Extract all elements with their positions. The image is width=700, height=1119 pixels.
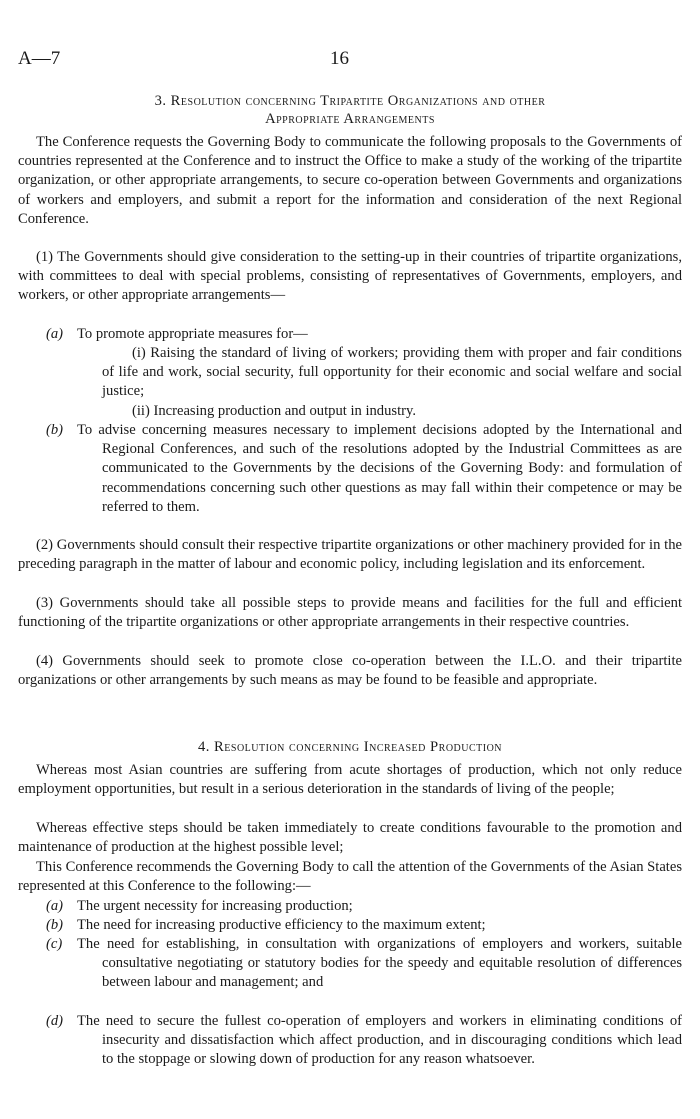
s4-item-c-label: (c) — [46, 936, 63, 952]
section3-intro: The Conference requests the Governing Body to communicate the following proposals to the Governments of countries represented at the Conference and to instruct the Office to make a study of the working of the tripartite organization, or other appropriate arrangements, to secure co-operation between Governments and organizations of workers and employers, and submit a report for the information and consideration of the next Regional Conference. — [18, 134, 682, 227]
item-a-text: To promote appropriate measures for— — [77, 326, 308, 342]
item-a-label: (a) — [46, 326, 64, 342]
section3-paragraph-2: (2) Governments should consult their respective tripartite organizations or other machinery provided for in the preceding paragraph in the matter of labour and economic policy, including legislation and its enforcement. — [18, 537, 682, 573]
section3-paragraph-3: (3) Governments should take all possible steps to provide means and facilities for the full and efficient functioning of the tripartite organizations or other appropriate arrangements in their respective countries. — [18, 595, 682, 631]
section4-whereas-1: Whereas most Asian countries are suffering from acute shortages of production, which not only reduce employment opportunities, but result in a serious deterioration in the standards of living of the people; — [18, 762, 682, 798]
section3-paragraph-4: (4) Governments should seek to promote close co-operation between the I.L.O. and their tripartite organizations or other arrangements by such means as may be found to be feasible and appropriate. — [18, 653, 682, 689]
section4-whereas-2: Whereas effective steps should be taken immediately to create conditions favourable to the promotion and maintenance of production at the highest possible level; — [18, 820, 682, 856]
series-code: A—7 — [18, 48, 61, 69]
section3-title-line2: Appropriate Arrangements — [265, 111, 435, 127]
s4-item-b-text: The need for increasing productive efficiency to the maximum extent; — [77, 917, 486, 933]
item-b-label: (b) — [46, 422, 64, 438]
sub-item-ii: (ii) Increasing production and output in industry. — [132, 403, 416, 419]
s4-item-d-label: (d) — [46, 1013, 64, 1029]
page-number: 16 — [330, 48, 349, 69]
s4-item-a-label: (a) — [46, 898, 64, 914]
item-b-text: To advise concerning measures necessary to implement decisions adopted by the International and Regional Conferences, and such of the resolutions adopted by the Industrial Committees as are communicated to the Governments by the decisions of the Governing Body: and formulation of recommendations concerning such other questions as may fall within their competence or may be referred to them. — [77, 422, 682, 515]
section3-paragraph-1: (1) The Governments should give consideration to the setting-up in their countries of tripartite organizations, with committees to deal with special problems, consisting of representatives of Governments, employers, and workers, or other appropriate arrangements— — [18, 249, 682, 304]
section4-title: 4. Resolution concerning Increased Production — [197, 739, 503, 755]
s4-item-b-label: (b) — [46, 917, 64, 933]
section3-title-line1: 3. Resolution concerning Tripartite Organizations and other — [154, 93, 546, 109]
sub-item-i: (i) Raising the standard of living of workers; providing them with proper and fair conditions of life and work, social security, full opportunity for their economic and social welfare and social justice; — [102, 345, 682, 399]
s4-item-c-text: The need for establishing, in consultation with organizations of employers and workers, suitable consultative negotiating or statutory bodies for the speedy and equitable resolution of differences between labour and management; and — [77, 936, 682, 991]
s4-item-d-text: The need to secure the fullest co-operation of employers and workers in eliminating conditions of insecurity and dissatisfaction which affect production, and in discouraging conditions which lead to the stoppage or slowing down of production for any reason whatsoever. — [77, 1013, 682, 1068]
section4-recommendation: This Conference recommends the Governing Body to call the attention of the Governments of the Asian States represented at this Conference to the following:— — [18, 859, 683, 895]
s4-item-a-text: The urgent necessity for increasing production; — [77, 898, 353, 914]
